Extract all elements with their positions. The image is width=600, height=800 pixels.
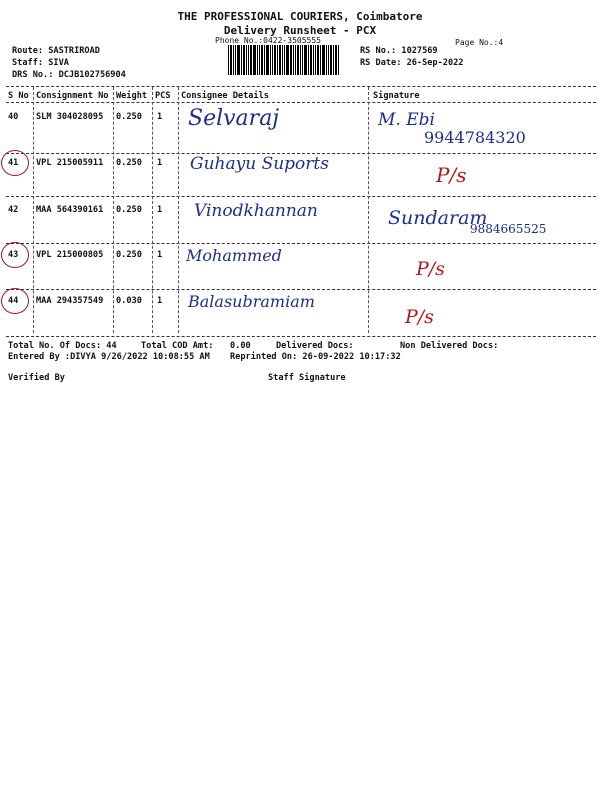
row-signature-handwritten: Sundaram [388, 207, 488, 229]
barcode-bar [297, 45, 299, 75]
barcode-bar [250, 45, 252, 75]
col-header-signature: Signature [373, 91, 420, 101]
drs-number: DRS No.: DCJB102756904 [12, 70, 126, 80]
barcode-bar [322, 45, 325, 75]
barcode-bar [338, 45, 339, 75]
row-weight: 0.250 [116, 250, 142, 260]
col-header-consignment: Consignment No [36, 91, 109, 101]
rs-number: RS No.: 1027569 [360, 46, 438, 56]
staff-signature: Staff Signature [268, 373, 346, 383]
barcode-bar [317, 45, 319, 75]
barcode-bar [248, 45, 249, 75]
column-divider [152, 87, 153, 333]
barcode-bar [286, 45, 289, 75]
non-delivered-docs: Non Delivered Docs: [400, 341, 499, 351]
divider [6, 102, 596, 103]
barcode-bar [272, 45, 273, 75]
row-sno: 41 [8, 158, 19, 168]
row-pcs: 1 [157, 205, 163, 215]
barcode-bar [326, 45, 327, 75]
row-sno: 40 [8, 112, 19, 122]
column-divider [33, 87, 34, 333]
rs-date: RS Date: 26-Sep-2022 [360, 58, 464, 68]
row-signature-handwritten: P/s [416, 258, 445, 280]
row-weight: 0.030 [116, 296, 142, 306]
total-docs: Total No. Of Docs: 44 [8, 341, 117, 351]
row-consignee-handwritten: Selvaraj [188, 106, 280, 131]
row-weight: 0.250 [116, 158, 142, 168]
row-weight: 0.250 [116, 112, 142, 122]
barcode-bar [302, 45, 303, 75]
barcode-bar [270, 45, 271, 75]
col-header-consignee: Consignee Details [181, 91, 269, 101]
barcode-bar [313, 45, 314, 75]
row-signature-handwritten: P/s [436, 163, 467, 187]
row-pcs: 1 [157, 158, 163, 168]
row-consignment: VPL 215005911 [36, 158, 104, 168]
barcode-bar [237, 45, 240, 75]
column-divider [368, 87, 369, 333]
barcode-bar [308, 45, 309, 75]
barcode-bar [333, 45, 334, 75]
barcode [228, 45, 348, 75]
row-consignee-handwritten: Balasubramiam [188, 292, 315, 311]
col-header-pcs: PCS [155, 91, 171, 101]
row-signature-phone: 9884665525 [470, 222, 547, 236]
route-label: Route: SASTRIROAD [12, 46, 100, 56]
row-consignment: MAA 294357549 [36, 296, 104, 306]
row-consignment: SLM 304028095 [36, 112, 104, 122]
row-sno: 43 [8, 250, 19, 260]
barcode-bar [290, 45, 292, 75]
delivered-docs: Delivered Docs: [276, 341, 354, 351]
barcode-bar [246, 45, 247, 75]
row-signature-phone: 9944784320 [424, 128, 526, 147]
barcode-bar [241, 45, 242, 75]
divider [6, 336, 596, 337]
row-pcs: 1 [157, 296, 163, 306]
staff-label: Staff: SIVA [12, 58, 69, 68]
row-pcs: 1 [157, 112, 163, 122]
row-weight: 0.250 [116, 205, 142, 215]
divider [6, 86, 596, 87]
barcode-bar [274, 45, 276, 75]
divider [6, 289, 596, 290]
barcode-bar [228, 45, 229, 75]
row-consignment: VPL 215000805 [36, 250, 104, 260]
verified-by: Verified By [8, 373, 65, 383]
barcode-bar [315, 45, 316, 75]
barcode-bar [335, 45, 337, 75]
row-consignment: MAA 564390161 [36, 205, 104, 215]
row-pcs: 1 [157, 250, 163, 260]
document-title: THE PROFESSIONAL COURIERS, Coimbatore [177, 10, 423, 23]
barcode-bar [259, 45, 260, 75]
row-circle-mark [1, 288, 29, 314]
row-circle-mark [1, 150, 29, 176]
barcode-bar [330, 45, 332, 75]
barcode-bar [261, 45, 263, 75]
barcode-bar [304, 45, 307, 75]
page-number: Page No.:4 [455, 38, 504, 47]
barcode-bar [230, 45, 232, 75]
entered-by: Entered By :DIVYA 9/26/2022 10:08:55 AM [8, 352, 210, 362]
column-divider [178, 87, 179, 333]
barcode-bar [293, 45, 294, 75]
barcode-bar [253, 45, 256, 75]
reprinted-on: Reprinted On: 26-09-2022 10:17:32 [230, 352, 401, 362]
phone-number: Phone No.:0422-3505555 [215, 36, 321, 45]
barcode-bar [282, 45, 283, 75]
barcode-bar [300, 45, 301, 75]
barcode-bar [277, 45, 278, 75]
barcode-bar [235, 45, 236, 75]
barcode-bar [233, 45, 234, 75]
row-consignee-handwritten: Mohammed [186, 246, 282, 265]
divider [6, 243, 596, 244]
barcode-bar [320, 45, 321, 75]
row-signature-handwritten: M. Ebi [378, 110, 435, 130]
row-circle-mark [1, 242, 29, 268]
row-sno: 44 [8, 296, 19, 306]
barcode-bar [284, 45, 285, 75]
barcode-bar [279, 45, 281, 75]
col-header-sno: S No [8, 91, 29, 101]
column-divider [113, 87, 114, 333]
row-consignee-handwritten: Guhayu Suports [190, 154, 329, 174]
col-header-weight: Weight [116, 91, 148, 101]
divider [6, 196, 596, 197]
total-cod-value: 0.00 [230, 341, 251, 351]
barcode-bar [310, 45, 312, 75]
barcode-bar [266, 45, 269, 75]
total-cod-label: Total COD Amt: [141, 341, 214, 351]
row-signature-handwritten: P/s [405, 306, 434, 328]
barcode-bar [264, 45, 265, 75]
document-subtitle: Delivery Runsheet - PCX [223, 24, 377, 37]
barcode-bar [257, 45, 258, 75]
barcode-bar [243, 45, 245, 75]
barcode-bar [295, 45, 296, 75]
barcode-bar [328, 45, 329, 75]
row-consignee-handwritten: Vinodkhannan [194, 201, 318, 221]
row-sno: 42 [8, 205, 19, 215]
